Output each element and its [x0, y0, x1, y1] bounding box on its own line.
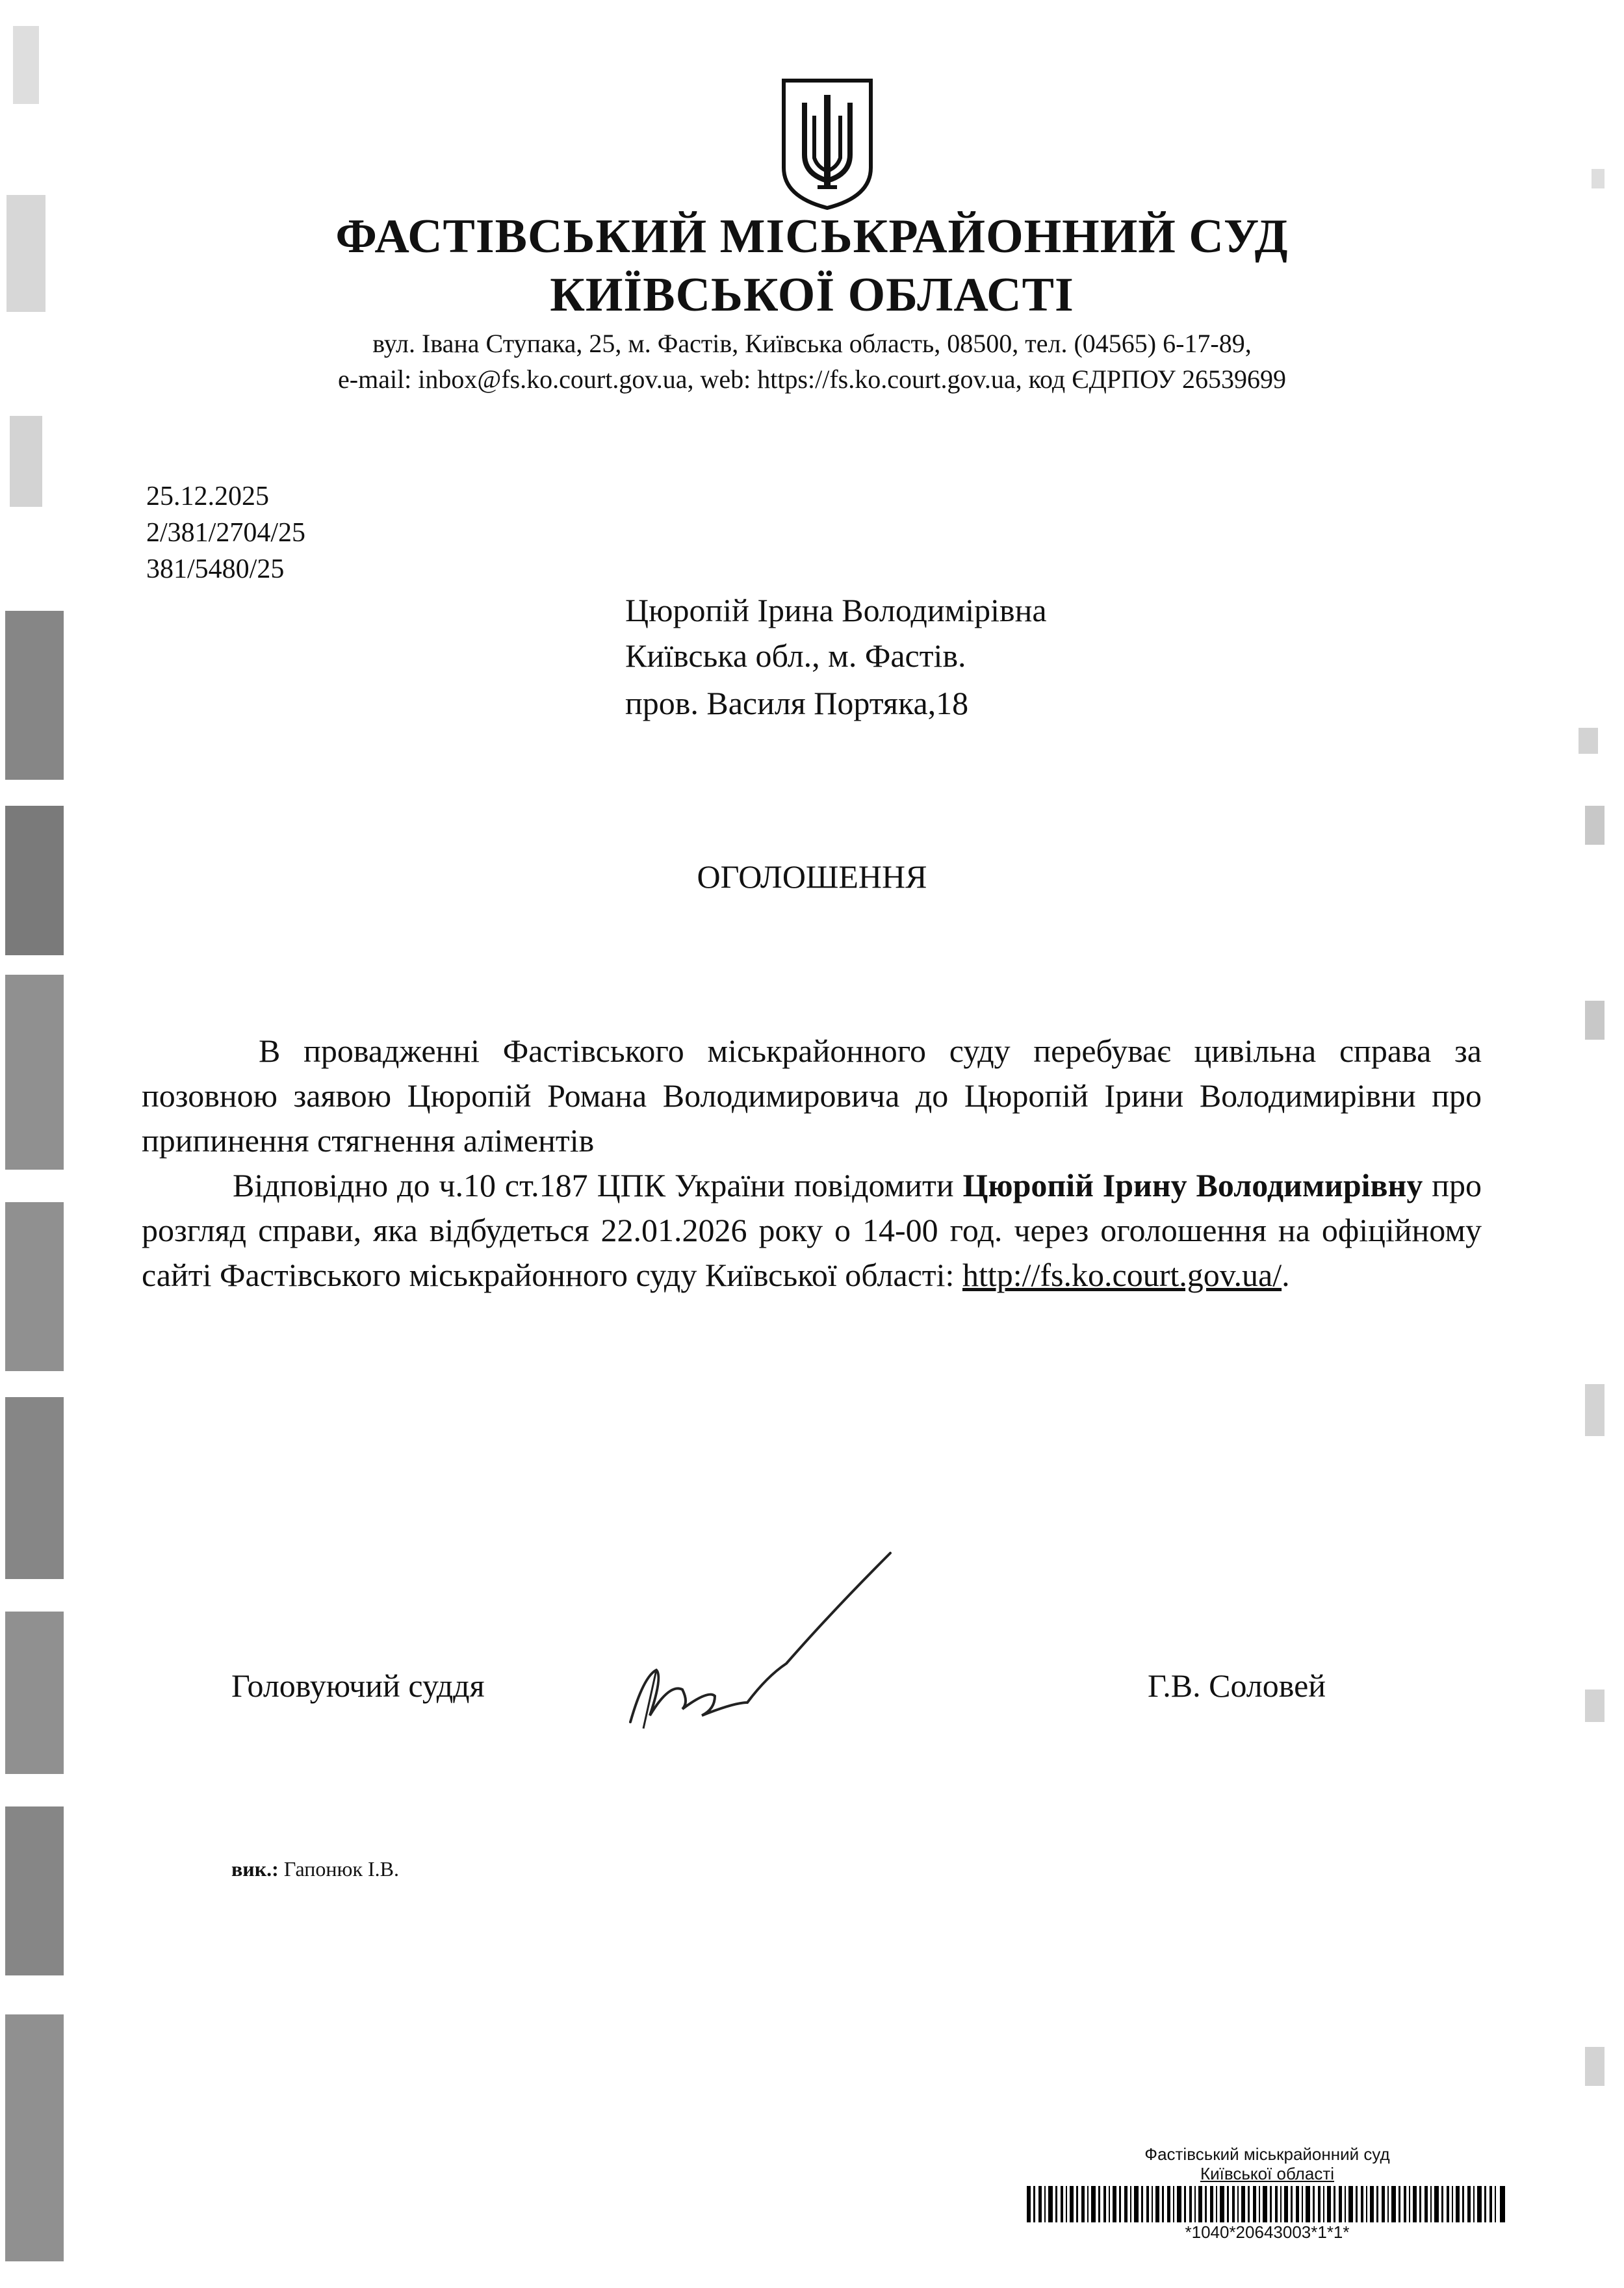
- body-p2-mid: про розгляд справи, яка відбудеться 22.01.2026 року о 14-00 год. через оголошення на офіційному сайті Фастівського міськрайонного суду Київської області:: [142, 1167, 1482, 1293]
- court-name-line1: ФАСТІВСЬКИЙ МІСЬКРАЙОННИЙ СУД: [335, 210, 1289, 263]
- executor-label: вик.:: [231, 1857, 279, 1881]
- body-paragraph-1: В провадженні Фастівського міськрайонного суду перебуває цивільна справа за позовною заявою Цюропій Романа Володимировича до Цюропій Ірини Володимирівни про припинення стягнення аліментів: [142, 1033, 1482, 1159]
- body-paragraph-2: [142, 1163, 1482, 1298]
- signatory-role: Головуючий суддя: [231, 1667, 485, 1704]
- executor-note: [231, 1857, 399, 1881]
- barcode-icon: [1027, 2186, 1508, 2222]
- body-p2-start: Відповідно до ч.10 ст.187 ЦПК України повідомити: [233, 1167, 963, 1203]
- court-address: вул. Івана Ступака, 25, м. Фастів, Київська область, 08500, тел. (04565) 6-17-89,: [372, 329, 1252, 358]
- court-contacts: e-mail: inbox@fs.ko.court.gov.ua, web: https://fs.ko.court.gov.ua, код ЄДРПОУ 26539699: [338, 365, 1286, 394]
- recipient-region: Київська обл., м. Фастів.: [625, 637, 966, 674]
- recipient-street: пров. Василя Портяка,18: [625, 685, 969, 721]
- document-title: ОГОЛОШЕННЯ: [697, 858, 927, 895]
- barcode-number: *1040*20643003*1*1*: [1185, 2222, 1350, 2242]
- executor-name: Гапонюк І.В.: [278, 1857, 399, 1881]
- signatory-name: Г.В. Соловей: [1148, 1667, 1326, 1704]
- ukraine-coat-of-arms-icon: [779, 77, 876, 212]
- body-p2-end: .: [1282, 1257, 1290, 1293]
- handwritten-signature: [617, 1547, 929, 1742]
- court-name-line2: КИЇВСЬКОЇ ОБЛАСТІ: [550, 268, 1074, 322]
- case-number: 2/381/2704/25: [146, 518, 306, 548]
- court-website-link[interactable]: http://fs.ko.court.gov.ua/: [962, 1257, 1282, 1293]
- registration-number: 381/5480/25: [146, 554, 285, 584]
- stamp-court-name: Фастівський міськрайонний суд: [1144, 2144, 1390, 2164]
- recipient-name: Цюропій Ірина Володимірівна: [625, 592, 1047, 628]
- document-date: 25.12.2025: [146, 482, 269, 511]
- registry-stamp: [1027, 2144, 1508, 2242]
- respondent-name-bold: Цюропій Ірину Володимирівну: [962, 1167, 1423, 1203]
- stamp-region: Київської області: [1200, 2164, 1335, 2183]
